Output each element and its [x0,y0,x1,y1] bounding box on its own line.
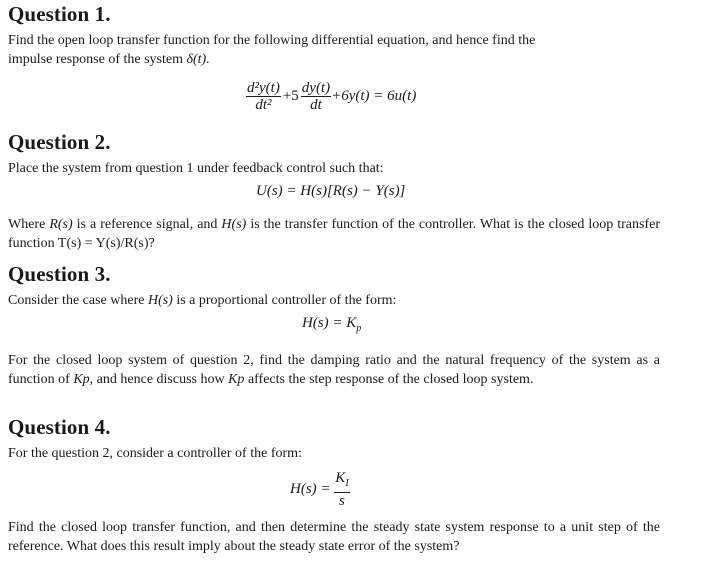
question-1-line-1: Find the open loop transfer function for the following differential equation, and hence find the [8,33,536,48]
second-derivative-fraction [246,80,281,113]
controller-symbol: H(s) [221,217,247,232]
question-4-intro: For the question 2, consider a controller of the form: [8,446,302,461]
kp-symbol: Kp [73,372,90,387]
first-derivative-denominator: dt [310,97,322,113]
integral-numerator [334,470,349,493]
q2-text-a: Where [8,217,50,232]
question-2-intro: Place the system from question 1 under feedback control such that: [8,161,384,176]
kp-symbol: Kp [228,372,245,387]
integral-gain: K [335,470,346,486]
q2-text-c: is the transfer function of the controller. What is the closed loop transfer function T(s) = Y(s)/R(s)? [8,217,660,251]
question-4-text: Find the closed loop transfer function, and then determine the steady state system response to a unit step of the reference. What does this result imply about the steady state error of the system? [8,520,660,554]
q2-text-b: is a reference signal, and [72,217,222,232]
second-derivative-numerator: d²y(t) [247,80,280,96]
proportional-equation: H(s) = K [302,315,357,331]
q3-intro-a: Consider the case where [8,293,148,308]
equation-rest: +6y(t) = 6u(t) [331,87,417,104]
question-1-line-2: impulse response of the system [8,52,187,67]
q3-text-c: affects the step response of the closed loop system. [244,372,534,387]
q3-text-a: For the closed loop system of question 2, find the damping ratio and the natural frequency of the system as a function of [8,353,660,387]
controller-symbol: H(s) [147,293,173,308]
q3-text-b: , and hence discuss how [89,372,229,387]
question-3-title: Question 3. [8,262,111,286]
question-4-equation [290,470,350,509]
question-1-title: Question 1. [8,2,111,26]
first-derivative-fraction [301,80,331,113]
q3-intro-b: is a proportional controller of the form: [172,293,397,308]
question-3-equation [302,315,361,334]
question-3-text [8,351,660,389]
integral-equation-lhs: H(s) = [290,480,331,497]
question-4-title: Question 4. [8,415,111,439]
question-2-equation: U(s) = H(s)[R(s) − Y(s)] [256,183,406,199]
question-2-text [8,215,660,253]
plus-five: +5 [282,87,299,104]
impulse-symbol: δ(t). [186,52,210,67]
question-2-title: Question 2. [8,130,111,154]
integral-denominator: s [339,493,345,509]
question-3-intro [8,291,660,310]
reference-signal-symbol: R(s) [49,217,73,232]
first-derivative-numerator: dy(t) [301,80,331,96]
proportional-subscript: p [356,323,362,334]
integral-subscript: I [345,478,349,489]
second-derivative-denominator: dt² [255,97,272,113]
question-1-text [8,31,660,69]
integral-fraction [334,470,349,509]
question-1-equation [246,80,416,113]
